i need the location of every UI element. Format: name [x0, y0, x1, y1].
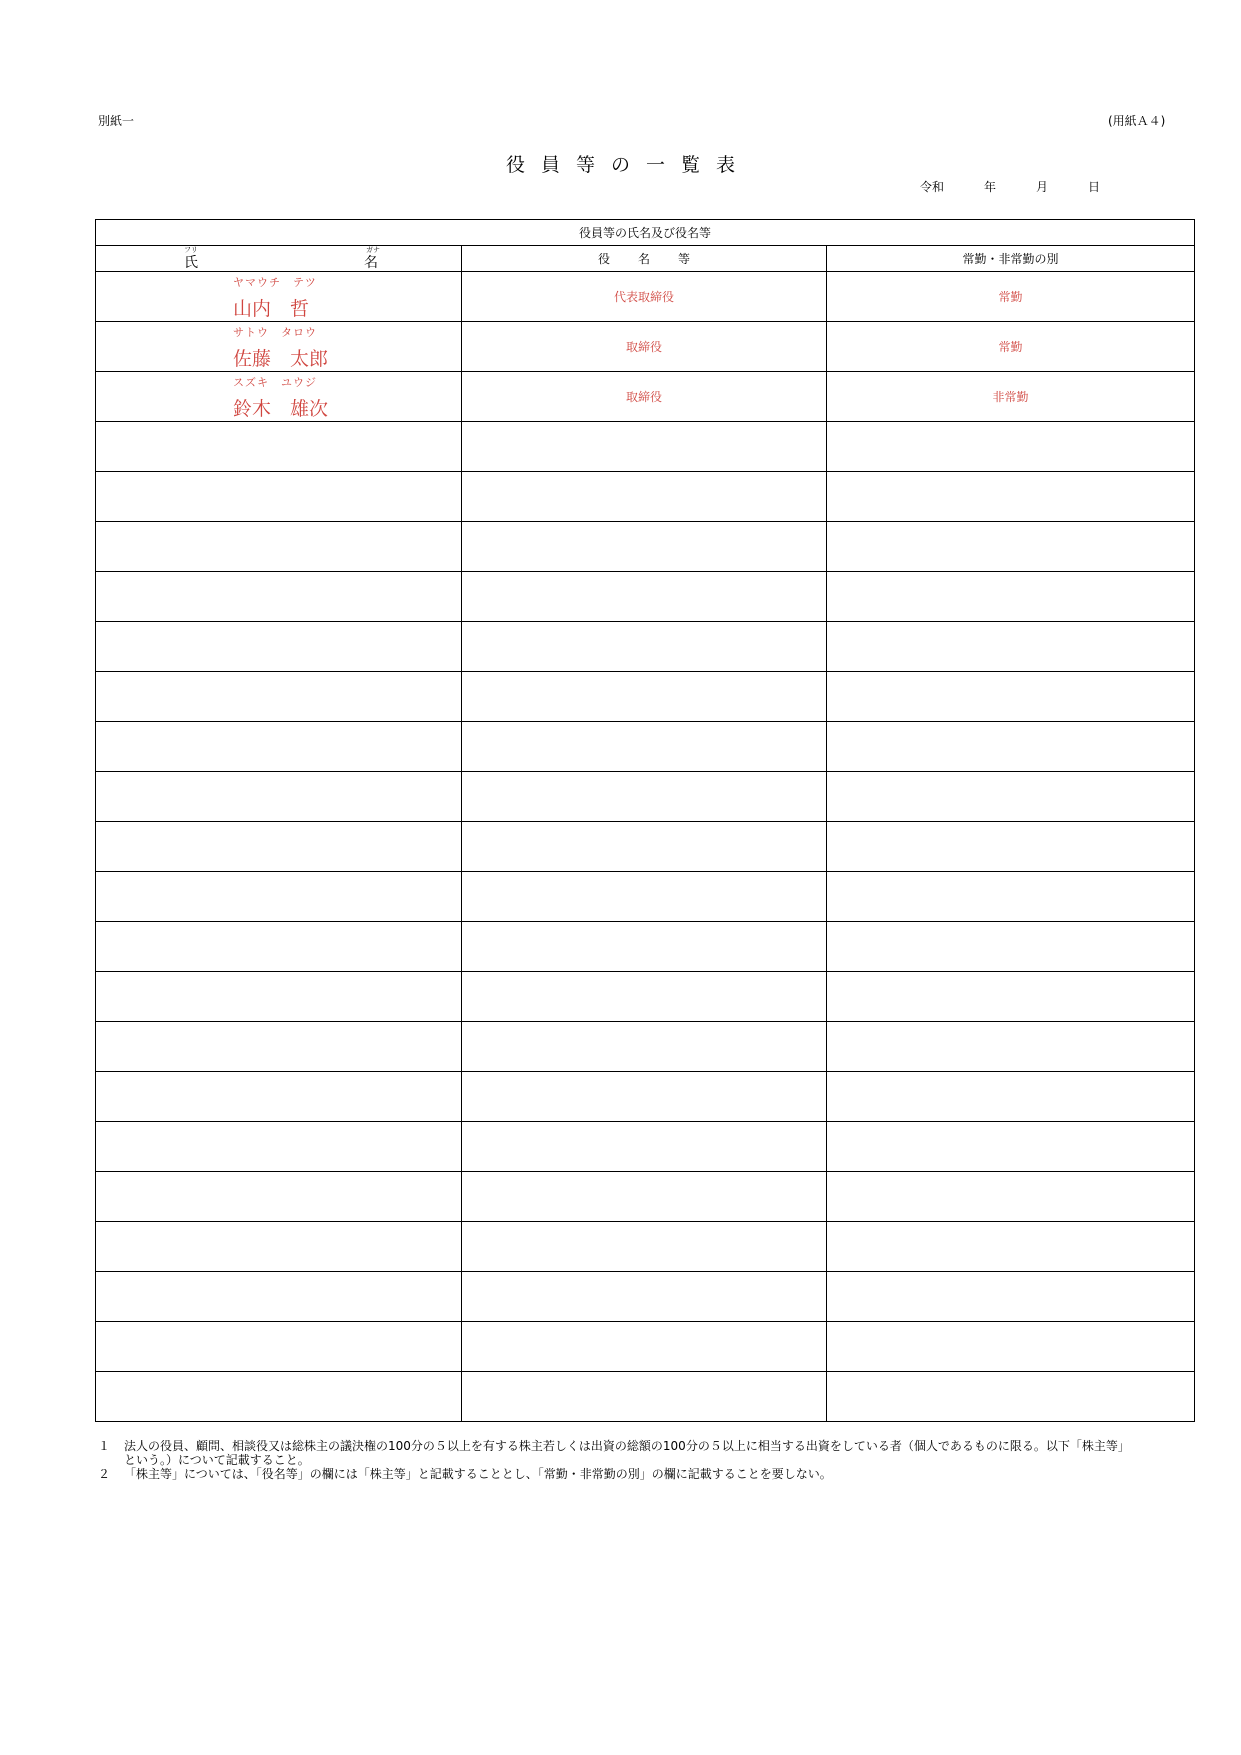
table-row	[96, 1372, 1195, 1422]
table-row	[96, 872, 1195, 922]
status-cell[interactable]	[827, 1022, 1195, 1072]
date-month: 月	[1036, 180, 1049, 194]
status-cell[interactable]: 常勤	[827, 272, 1195, 322]
table-row	[96, 1122, 1195, 1172]
status-cell[interactable]	[827, 772, 1195, 822]
table-row	[96, 922, 1195, 972]
table-row	[96, 672, 1195, 722]
date-line	[920, 178, 1100, 195]
status-cell[interactable]	[827, 1322, 1195, 1372]
date-era: 令和	[920, 180, 945, 194]
role-cell[interactable]: 取締役	[462, 322, 827, 372]
name-cell[interactable]	[96, 722, 462, 772]
table-row	[96, 772, 1195, 822]
role-cell[interactable]	[462, 1172, 827, 1222]
name-header-shi: 氏	[184, 255, 198, 271]
role-cell[interactable]	[462, 472, 827, 522]
status-cell[interactable]	[827, 622, 1195, 672]
role-cell[interactable]	[462, 1072, 827, 1122]
name-cell[interactable]	[96, 1372, 462, 1422]
role-cell[interactable]	[462, 1372, 827, 1422]
note-item	[98, 1439, 1128, 1467]
status-cell[interactable]	[827, 722, 1195, 772]
name-cell[interactable]	[96, 1022, 462, 1072]
status-cell[interactable]	[827, 1272, 1195, 1322]
status-cell[interactable]	[827, 572, 1195, 622]
role-cell[interactable]	[462, 1322, 827, 1372]
table-row	[96, 272, 1195, 322]
table-row	[96, 372, 1195, 422]
table-row	[96, 1072, 1195, 1122]
table-row	[96, 472, 1195, 522]
officer-table	[95, 219, 1195, 1422]
table-row	[96, 1172, 1195, 1222]
status-cell[interactable]: 常勤	[827, 322, 1195, 372]
note-text: 法人の役員、顧問、相談役又は総株主の議決権の100分の５以上を有する株主若しくは出資の総額の100分の５以上に相当する出資をしている者（個人であるものに限る。以下「株主等」という。）について記載すること。	[124, 1439, 1124, 1467]
status-cell[interactable]	[827, 1122, 1195, 1172]
role-header-char: 役	[597, 252, 610, 266]
status-cell[interactable]	[827, 822, 1195, 872]
role-cell[interactable]	[462, 622, 827, 672]
name-cell[interactable]	[96, 1122, 462, 1172]
title-char: の	[610, 154, 630, 176]
title-char: 表	[716, 154, 736, 176]
name-cell[interactable]	[96, 1072, 462, 1122]
role-cell[interactable]	[462, 522, 827, 572]
status-cell[interactable]	[827, 1172, 1195, 1222]
name-cell[interactable]	[96, 672, 462, 722]
role-header-char: 等	[678, 252, 691, 266]
title-char: 員	[540, 154, 560, 176]
role-cell[interactable]	[462, 572, 827, 622]
table-row	[96, 1222, 1195, 1272]
name-cell[interactable]	[96, 1222, 462, 1272]
name-cell[interactable]	[96, 1172, 462, 1222]
name-cell[interactable]	[96, 872, 462, 922]
role-header-char: 名	[637, 252, 650, 266]
role-cell[interactable]	[462, 1222, 827, 1272]
table-group-header: 役員等の氏名及び役名等	[96, 220, 1195, 246]
title-char: 等	[575, 154, 595, 176]
name-cell[interactable]	[96, 822, 462, 872]
status-cell[interactable]	[827, 972, 1195, 1022]
table-row	[96, 422, 1195, 472]
status-cell[interactable]	[827, 872, 1195, 922]
name-ruby-shi: フリ	[184, 246, 198, 254]
role-cell[interactable]	[462, 422, 827, 472]
name-kanji: 鈴木 雄次	[233, 398, 329, 420]
table-row	[96, 1322, 1195, 1372]
name-cell[interactable]	[96, 422, 462, 472]
role-cell[interactable]	[462, 922, 827, 972]
role-cell[interactable]	[462, 772, 827, 822]
name-column-header	[96, 246, 462, 272]
role-cell[interactable]	[462, 722, 827, 772]
table-row	[96, 322, 1195, 372]
name-cell[interactable]	[96, 372, 462, 422]
table-row	[96, 972, 1195, 1022]
role-cell[interactable]	[462, 1022, 827, 1072]
name-kana: サトウ タロウ	[233, 326, 317, 339]
name-cell[interactable]	[96, 1322, 462, 1372]
paper-size-label: (用紙Ａ４)	[1108, 114, 1166, 128]
form-id-label: 別紙一	[98, 114, 135, 128]
role-cell[interactable]	[462, 1122, 827, 1172]
role-cell[interactable]: 代表取締役	[462, 272, 827, 322]
status-cell[interactable]	[827, 922, 1195, 972]
table-row	[96, 1272, 1195, 1322]
role-cell[interactable]	[462, 822, 827, 872]
name-cell[interactable]	[96, 572, 462, 622]
name-cell[interactable]	[96, 522, 462, 572]
status-cell[interactable]	[827, 472, 1195, 522]
title-char: 一	[646, 154, 666, 176]
table-row	[96, 822, 1195, 872]
page-title	[0, 150, 1241, 177]
name-kana: ヤマウチ テツ	[233, 276, 317, 289]
status-cell[interactable]: 非常勤	[827, 372, 1195, 422]
name-kanji: 山内 哲	[233, 298, 310, 320]
date-year: 年	[984, 180, 997, 194]
name-kanji: 佐藤 太郎	[233, 348, 329, 370]
table-row	[96, 522, 1195, 572]
title-char: 役	[505, 154, 525, 176]
role-cell[interactable]	[462, 672, 827, 722]
note-item	[98, 1467, 1128, 1481]
table-row	[96, 722, 1195, 772]
name-cell[interactable]	[96, 772, 462, 822]
name-ruby-mei: ガナ	[366, 246, 380, 254]
note-number: １	[98, 1439, 111, 1453]
name-cell[interactable]	[96, 322, 462, 372]
name-cell[interactable]	[96, 1272, 462, 1322]
table-row	[96, 1022, 1195, 1072]
role-column-header	[462, 246, 827, 272]
role-cell[interactable]	[462, 872, 827, 922]
role-cell[interactable]	[462, 1272, 827, 1322]
status-cell[interactable]	[827, 672, 1195, 722]
name-cell[interactable]	[96, 922, 462, 972]
note-text: 「株主等」については、「役名等」の欄には「株主等」と記載することとし、「常勤・非常勤の別」の欄に記載することを要しない。	[124, 1467, 832, 1481]
status-cell[interactable]	[827, 1072, 1195, 1122]
notes-section	[98, 1439, 1128, 1481]
table-row	[96, 622, 1195, 672]
date-day: 日	[1088, 180, 1101, 194]
role-cell[interactable]	[462, 972, 827, 1022]
status-cell[interactable]	[827, 1222, 1195, 1272]
status-cell[interactable]	[827, 1372, 1195, 1422]
name-cell[interactable]	[96, 622, 462, 672]
table-row	[96, 572, 1195, 622]
name-cell[interactable]	[96, 272, 462, 322]
name-kana: スズキ ユウジ	[233, 376, 317, 389]
name-header-mei: 名	[364, 255, 378, 271]
status-column-header: 常勤・非常勤の別	[827, 246, 1195, 272]
name-cell[interactable]	[96, 472, 462, 522]
status-cell[interactable]	[827, 422, 1195, 472]
name-cell[interactable]	[96, 972, 462, 1022]
status-cell[interactable]	[827, 522, 1195, 572]
note-number: ２	[98, 1467, 111, 1481]
role-cell[interactable]: 取締役	[462, 372, 827, 422]
title-char: 覧	[681, 154, 701, 176]
